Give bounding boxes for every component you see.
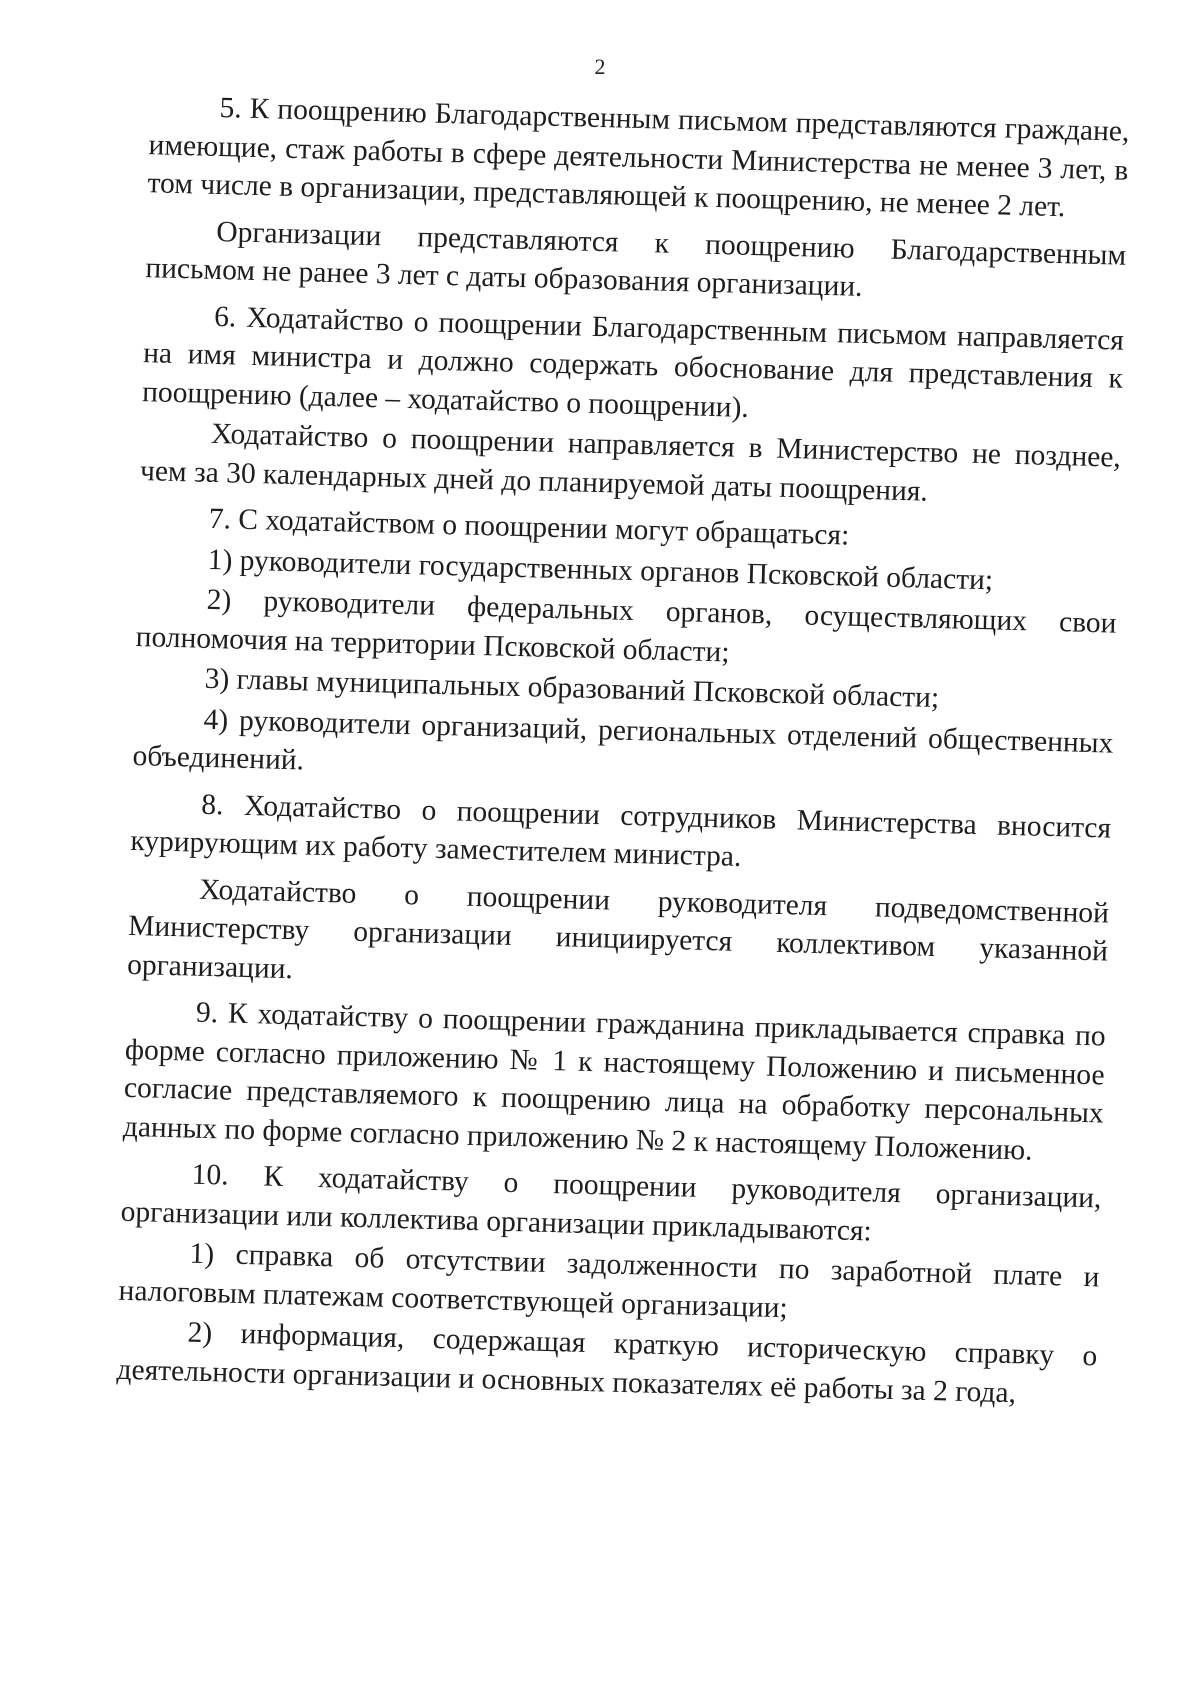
- list-item-7-4: 4) руководители организаций, региональных отделений общественных объединений.: [132, 703, 1114, 777]
- list-item-7-1: 1) руководители государственных органов Псковской области;: [207, 543, 994, 596]
- document-body: [116, 87, 1130, 1416]
- list-item-10-2: 2) информация, содержащая краткую историческую справку о деятельности организации и основных показателях её работы за 2 года,: [116, 1316, 1098, 1409]
- paragraph-6-petition-content: 6. Ходатайство о поощрении Благодарственным письмом направляется на имя министра и должно содержать обоснование для представления к поощрению (далее – ходатайство о поощрении).: [141, 300, 1125, 424]
- list-item-7-2: 2) руководители федеральных органов, осуществляющих свои полномочия на территории Псковской области;: [135, 583, 1117, 669]
- paragraph-6-petition-deadline: Ходатайство о поощрении направляется в Министерство не позднее, чем за 30 календарных дней до планируемой даты поощрения.: [139, 417, 1122, 508]
- paragraph-5-eligibility-citizens: 5. К поощрению Благодарственным письмом представляются граждане, имеющие, стаж работы в сфере деятельности Министерства не менее 3 лет, в том числе в организации, представляющей к поощрению, не менее 2 лет.: [147, 92, 1130, 224]
- paragraph-10-organization-attachments: 10. К ходатайству о поощрении руководителя организации, организации или коллектива организации прикладываются:: [120, 1158, 1102, 1247]
- paragraph-8-subordinate-head: Ходатайство о поощрении руководителя подведомственной Министерству организации инициируется коллективом указанной организации.: [126, 873, 1110, 985]
- paragraph-9-citizen-attachments: 9. К ходатайству о поощрении гражданина прикладывается справка по форме согласно приложению № 1 к настоящему Положению и письменное согласие представляемого к поощрению лица на обработку персональных данных по форме согласно приложению № 2 к настоящему Положению.: [122, 996, 1107, 1167]
- page-number: 2: [594, 54, 606, 79]
- paragraph-8-ministry-staff: 8. Ходатайство о поощрении сотрудников Министерства вносится курирующим их работу заместителем министра.: [130, 788, 1112, 873]
- list-item-7-3: 3) главы муниципальных образований Псковской области;: [204, 662, 940, 715]
- paragraph-7-who-may-apply: 7. С ходатайством о поощрении могут обращаться:: [208, 502, 850, 552]
- list-item-10-1: 1) справка об отсутствии задолженности по заработной плате и налоговым платежам соответствующей организации;: [118, 1237, 1100, 1324]
- paragraph-5-eligibility-organizations: Организации представляются к поощрению Благодарственным письмом не ранее 3 лет с даты образования организации.: [145, 215, 1127, 303]
